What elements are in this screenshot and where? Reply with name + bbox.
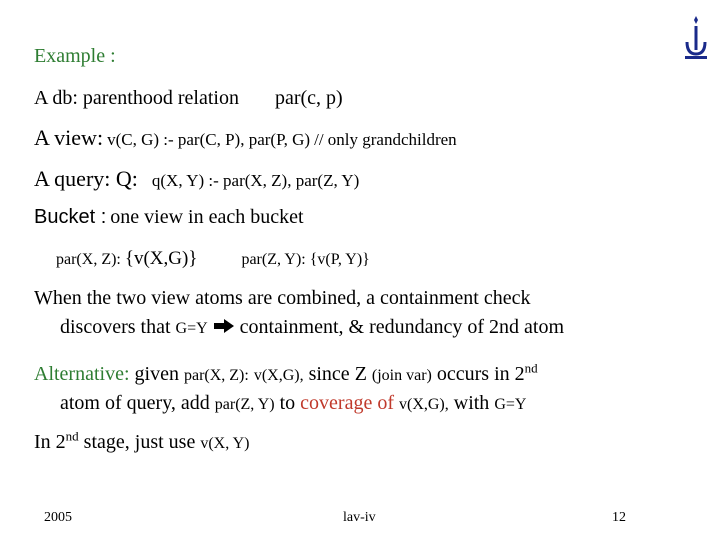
query-definition: q(X, Y) :- par(X, Z), par(Z, Y) bbox=[151, 171, 360, 190]
stage-line bbox=[34, 428, 250, 453]
alt2-to: to bbox=[279, 392, 296, 414]
db-line bbox=[34, 88, 343, 108]
bucket2-atom: par(Z, Y): bbox=[241, 251, 306, 268]
footer-year: 2005 bbox=[44, 510, 72, 525]
example-heading: Example : bbox=[34, 45, 116, 67]
alternative-label: Alternative: bbox=[34, 363, 130, 385]
alternative-occurs: occurs in 2 bbox=[436, 363, 525, 385]
alternative-line-1 bbox=[34, 360, 538, 385]
alt2-equality: G=Y bbox=[494, 396, 527, 413]
combined-equality: G=Y bbox=[175, 320, 208, 337]
university-logo-icon bbox=[683, 14, 709, 60]
query-line bbox=[34, 168, 359, 190]
alt2-atom: par(Z, Y) bbox=[214, 396, 275, 413]
query-label: A query: Q: bbox=[34, 166, 138, 191]
view-line bbox=[34, 127, 457, 149]
alternative-view: v(X,G), bbox=[253, 367, 304, 384]
view-comment: // only grandchildren bbox=[314, 130, 457, 149]
stage-sup: nd bbox=[65, 428, 79, 444]
right-arrow-icon bbox=[213, 318, 235, 334]
alternative-given: given bbox=[134, 363, 179, 385]
combined-line-2 bbox=[60, 317, 564, 337]
stage-text-a: In 2 bbox=[34, 431, 66, 453]
bucket1-value: {v(X,G)} bbox=[124, 248, 198, 269]
alternative-atom: par(X, Z): bbox=[183, 367, 249, 384]
alt2-coverage: coverage of bbox=[300, 392, 394, 414]
bucket-text: one view in each bucket bbox=[110, 206, 304, 228]
alt2-text-a: atom of query, add bbox=[60, 392, 210, 414]
bucket-label: Bucket : bbox=[34, 206, 107, 228]
bucket-line bbox=[34, 207, 304, 227]
view-definition: v(C, G) :- par(C, P), par(P, G) bbox=[107, 130, 311, 149]
stage-view: v(X, Y) bbox=[200, 435, 250, 452]
db-relation: par(c, p) bbox=[274, 87, 343, 109]
alternative-sup: nd bbox=[524, 360, 538, 376]
alternative-line-2 bbox=[60, 393, 526, 413]
alternative-joinvar: (join var) bbox=[371, 367, 432, 384]
alternative-since: since Z bbox=[308, 363, 367, 385]
view-label: A view: bbox=[34, 125, 104, 150]
alt2-view: v(X,G), bbox=[398, 396, 449, 413]
combined-line-1: When the two view atoms are combined, a containment check bbox=[34, 287, 531, 309]
bucket2-value: {v(P, Y)} bbox=[309, 251, 370, 268]
buckets-line bbox=[56, 249, 370, 268]
slide-number: 12 bbox=[612, 510, 626, 525]
db-label: A db: parenthood relation bbox=[34, 87, 239, 109]
combined-text-a: discovers that bbox=[60, 316, 171, 338]
stage-text-b: stage, just use bbox=[83, 431, 196, 453]
footer-title: lav-iv bbox=[343, 510, 376, 525]
alt2-with: with bbox=[453, 392, 490, 414]
combined-text-c: containment, & redundancy of 2nd atom bbox=[239, 316, 565, 338]
bucket1-atom: par(X, Z): bbox=[56, 251, 121, 268]
